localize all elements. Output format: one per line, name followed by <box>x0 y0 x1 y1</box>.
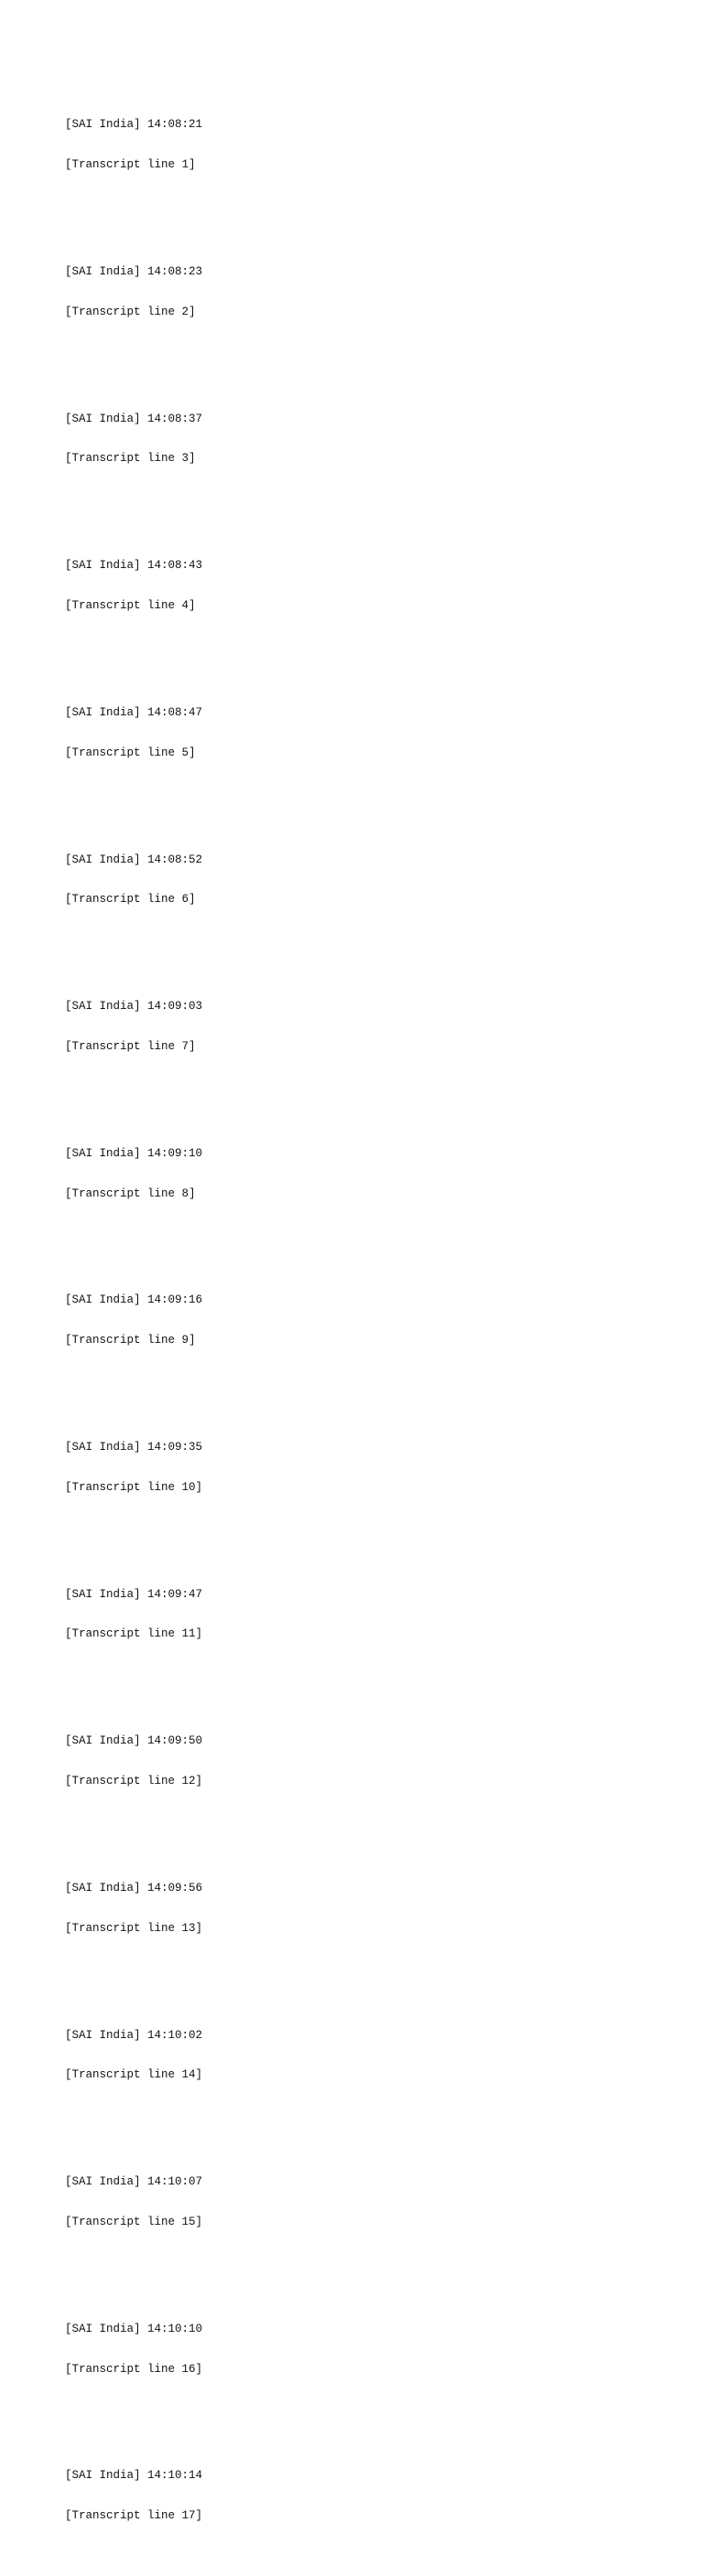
transcript-entry <box>65 680 651 787</box>
transcript-entry <box>65 2442 651 2549</box>
timestamp: 14:08:37 <box>147 412 203 425</box>
entry-text: [Transcript line 11] <box>65 1627 203 1641</box>
entry-text: [Transcript line 12] <box>65 1775 203 1788</box>
speaker-label: [SAI India] <box>65 705 141 719</box>
entry-header <box>65 413 651 426</box>
entry-header <box>65 559 651 573</box>
speaker-label: [SAI India] <box>65 2175 141 2189</box>
entry-header <box>65 1441 651 1454</box>
timestamp: 14:08:52 <box>147 853 203 866</box>
transcript-entry <box>65 385 651 492</box>
entry-header <box>65 1882 651 1895</box>
transcript-entry <box>65 1561 651 1668</box>
timestamp: 14:09:10 <box>147 1146 203 1160</box>
speaker-label: [SAI India] <box>65 1734 141 1748</box>
speaker-label: [SAI India] <box>65 1881 141 1894</box>
speaker-label: [SAI India] <box>65 1146 141 1160</box>
timestamp: 14:10:07 <box>147 2175 203 2189</box>
entry-text: [Transcript line 7] <box>65 1039 196 1053</box>
transcript-entry <box>65 973 651 1080</box>
speaker-label: [SAI India] <box>65 265 141 278</box>
transcript-page <box>65 65 651 2576</box>
timestamp: 14:10:10 <box>147 2322 203 2335</box>
timestamp: 14:09:16 <box>147 1293 203 1307</box>
speaker-label: [SAI India] <box>65 2469 141 2483</box>
entry-header <box>65 2175 651 2189</box>
speaker-label: [SAI India] <box>65 853 141 866</box>
timestamp: 14:08:43 <box>147 559 203 573</box>
entry-header <box>65 1147 651 1161</box>
transcript-entry <box>65 826 651 933</box>
speaker-label: [SAI India] <box>65 1293 141 1307</box>
speaker-label: [SAI India] <box>65 118 141 132</box>
entry-header <box>65 1734 651 1748</box>
entry-text: [Transcript line 9] <box>65 1334 196 1347</box>
transcript-entry <box>65 2149 651 2256</box>
speaker-label: [SAI India] <box>65 2322 141 2335</box>
entry-text: [Transcript line 2] <box>65 305 196 318</box>
speaker-label: [SAI India] <box>65 2028 141 2042</box>
timestamp: 14:10:14 <box>147 2469 203 2483</box>
entry-text: [Transcript line 5] <box>65 746 196 759</box>
entry-header <box>65 2469 651 2483</box>
timestamp: 14:09:47 <box>147 1587 203 1601</box>
entry-text: [Transcript line 1] <box>65 158 196 172</box>
speaker-label: [SAI India] <box>65 412 141 425</box>
timestamp: 14:09:03 <box>147 1000 203 1014</box>
timestamp: 14:08:21 <box>147 118 203 132</box>
entry-text: [Transcript line 16] <box>65 2362 203 2376</box>
speaker-label: [SAI India] <box>65 559 141 573</box>
timestamp: 14:08:23 <box>147 265 203 278</box>
transcript-entry <box>65 532 651 639</box>
entry-header <box>65 2323 651 2336</box>
transcript-entry <box>65 1267 651 1374</box>
entry-header <box>65 1293 651 1307</box>
entry-header <box>65 2029 651 2043</box>
timestamp: 14:08:47 <box>147 705 203 719</box>
entry-header <box>65 1000 651 1014</box>
entry-header <box>65 853 651 867</box>
entry-header <box>65 1588 651 1602</box>
entry-text: [Transcript line 10] <box>65 1480 203 1494</box>
timestamp: 14:10:02 <box>147 2028 203 2042</box>
entry-header <box>65 265 651 279</box>
speaker-label: [SAI India] <box>65 1000 141 1014</box>
entry-text: [Transcript line 8] <box>65 1186 196 1200</box>
transcript-entry <box>65 1414 651 1521</box>
entry-text: [Transcript line 6] <box>65 893 196 907</box>
transcript-entry <box>65 239 651 346</box>
entry-text: [Transcript line 14] <box>65 2068 203 2082</box>
transcript-entry <box>65 1708 651 1815</box>
timestamp: 14:09:56 <box>147 1881 203 1894</box>
transcript-entry <box>65 1855 651 1962</box>
entry-header <box>65 118 651 132</box>
timestamp: 14:09:50 <box>147 1734 203 1748</box>
entry-text: [Transcript line 17] <box>65 2509 203 2523</box>
transcript-entry <box>65 2002 651 2109</box>
entry-text: [Transcript line 13] <box>65 1921 203 1935</box>
entry-text: [Transcript line 3] <box>65 452 196 466</box>
entry-header <box>65 706 651 720</box>
speaker-label: [SAI India] <box>65 1587 141 1601</box>
entry-text: [Transcript line 4] <box>65 599 196 613</box>
speaker-label: [SAI India] <box>65 1441 141 1454</box>
transcript-entry <box>65 91 651 199</box>
entry-text: [Transcript line 15] <box>65 2215 203 2228</box>
timestamp: 14:09:35 <box>147 1441 203 1454</box>
transcript-entry <box>65 1121 651 1228</box>
transcript-entry <box>65 2296 651 2403</box>
